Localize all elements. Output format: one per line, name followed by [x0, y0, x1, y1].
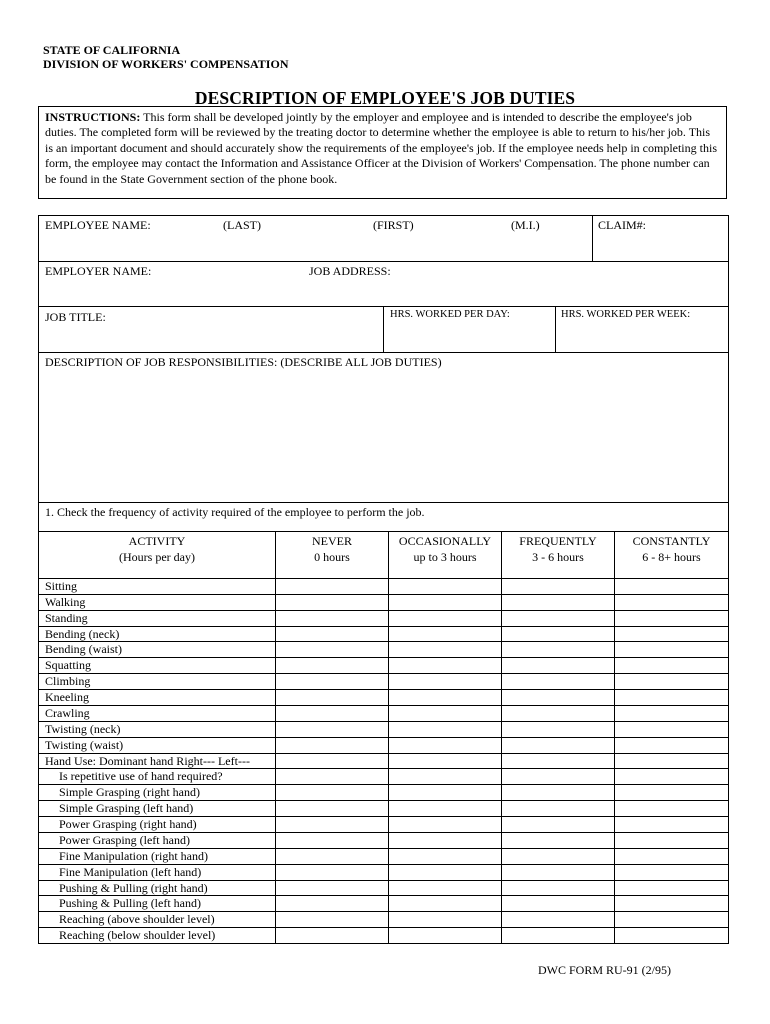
middle-initial-label: (M.I.) — [511, 218, 540, 232]
table-row-label: Squatting — [45, 658, 92, 672]
frequency-cell[interactable] — [276, 896, 388, 911]
frequency-cell[interactable] — [502, 881, 614, 896]
frequency-cell[interactable] — [502, 928, 614, 943]
divider-jobtitle — [38, 352, 729, 353]
instructions-label: INSTRUCTIONS: — [45, 110, 141, 124]
header-frequently-sub: 3 - 6 hours — [532, 549, 584, 564]
frequency-cell[interactable] — [389, 674, 501, 689]
frequency-cell[interactable] — [502, 817, 614, 832]
table-row-label: Reaching (below shoulder level) — [59, 928, 216, 942]
division-header: DIVISION OF WORKERS' COMPENSATION — [43, 57, 289, 71]
frequency-cell[interactable] — [615, 912, 728, 927]
table-row-label: Hand Use: Dominant hand Right--- Left--- — [45, 754, 250, 768]
divider-description — [38, 502, 729, 503]
frequency-cell[interactable] — [502, 785, 614, 800]
frequency-cell[interactable] — [615, 801, 728, 816]
frequency-cell[interactable] — [502, 833, 614, 848]
frequency-cell[interactable] — [615, 674, 728, 689]
frequency-cell[interactable] — [615, 865, 728, 880]
header-activity-sub: (Hours per day) — [119, 549, 195, 564]
hrs-week-divider — [555, 306, 556, 352]
divider-employee — [38, 261, 729, 262]
header-occasionally — [389, 534, 501, 565]
header-occasionally-sub: up to 3 hours — [413, 549, 477, 564]
first-name-label: (FIRST) — [373, 218, 414, 232]
frequency-cell[interactable] — [502, 595, 614, 610]
hrs-week-label: HRS. WORKED PER WEEK: — [561, 309, 691, 320]
table-row-label: Fine Manipulation (right hand) — [59, 849, 208, 863]
frequency-cell[interactable] — [502, 658, 614, 673]
frequency-cell[interactable] — [276, 849, 388, 864]
frequency-cell[interactable] — [276, 754, 388, 769]
frequency-cell[interactable] — [276, 627, 388, 642]
frequency-cell[interactable] — [389, 658, 501, 673]
frequency-cell[interactable] — [615, 658, 728, 673]
header-never — [276, 534, 388, 565]
frequency-cell[interactable] — [502, 738, 614, 753]
header-constantly-title: CONSTANTLY — [632, 534, 711, 548]
header-frequently — [502, 534, 614, 565]
frequency-cell[interactable] — [389, 595, 501, 610]
frequency-cell[interactable] — [389, 611, 501, 626]
frequency-cell[interactable] — [502, 690, 614, 705]
frequency-cell[interactable] — [615, 706, 728, 721]
frequency-cell[interactable] — [389, 627, 501, 642]
frequency-cell[interactable] — [502, 722, 614, 737]
frequency-cell[interactable] — [389, 896, 501, 911]
frequency-cell[interactable] — [615, 642, 728, 657]
table-row-label: Bending (waist) — [45, 642, 122, 656]
frequency-cell[interactable] — [276, 833, 388, 848]
header-activity — [39, 534, 275, 565]
table-row-label: Reaching (above shoulder level) — [59, 912, 215, 926]
header-constantly — [615, 534, 728, 565]
table-row-label: Climbing — [45, 674, 91, 688]
frequency-cell[interactable] — [502, 912, 614, 927]
table-row-label: Is repetitive use of hand required? — [59, 769, 223, 783]
header-never-title: NEVER — [312, 534, 352, 548]
frequency-cell[interactable] — [389, 738, 501, 753]
frequency-cell[interactable] — [502, 865, 614, 880]
job-address-label: JOB ADDRESS: — [309, 264, 391, 278]
frequency-cell[interactable] — [276, 769, 388, 784]
frequency-cell[interactable] — [389, 722, 501, 737]
frequency-cell[interactable] — [615, 817, 728, 832]
frequency-cell[interactable] — [389, 928, 501, 943]
table-row-label: Fine Manipulation (left hand) — [59, 865, 202, 879]
frequency-cell[interactable] — [276, 865, 388, 880]
frequency-cell[interactable] — [615, 579, 728, 594]
frequency-cell[interactable] — [276, 928, 388, 943]
frequency-cell[interactable] — [502, 674, 614, 689]
table-row-label: Walking — [45, 595, 86, 609]
table-row-label: Power Grasping (right hand) — [59, 817, 197, 831]
frequency-cell[interactable] — [389, 642, 501, 657]
frequency-cell[interactable] — [276, 738, 388, 753]
frequency-cell[interactable] — [389, 881, 501, 896]
frequency-cell[interactable] — [276, 690, 388, 705]
header-frequently-title: FREQUENTLY — [519, 534, 597, 548]
table-row-label: Twisting (waist) — [45, 738, 124, 752]
frequency-cell[interactable] — [276, 595, 388, 610]
frequency-cell[interactable] — [502, 579, 614, 594]
frequency-cell[interactable] — [502, 642, 614, 657]
employee-name-label: EMPLOYEE NAME: — [45, 218, 151, 232]
table-row-label: Pushing & Pulling (right hand) — [59, 881, 208, 895]
instructions-box — [38, 106, 727, 199]
frequency-cell[interactable] — [502, 706, 614, 721]
table-row-label: Simple Grasping (right hand) — [59, 785, 200, 799]
frequency-cell[interactable] — [502, 627, 614, 642]
job-title-label: JOB TITLE: — [45, 310, 106, 324]
employer-name-label: EMPLOYER NAME: — [45, 264, 152, 278]
table-row-label: Simple Grasping (left hand) — [59, 801, 194, 815]
frequency-cell[interactable] — [615, 769, 728, 784]
claim-divider — [592, 215, 593, 261]
frequency-cell[interactable] — [615, 881, 728, 896]
header-occasionally-title: OCCASIONALLY — [398, 534, 492, 548]
frequency-cell[interactable] — [389, 865, 501, 880]
frequency-cell[interactable] — [502, 611, 614, 626]
claim-label: CLAIM#: — [598, 218, 646, 232]
header-constantly-sub: 6 - 8+ hours — [642, 549, 701, 564]
divider-question — [38, 531, 729, 532]
hrs-day-label: HRS. WORKED PER DAY: — [390, 309, 510, 320]
header-never-sub: 0 hours — [314, 549, 350, 564]
frequency-cell[interactable] — [276, 785, 388, 800]
hrs-day-divider — [383, 306, 384, 352]
question-1: 1. Check the frequency of activity required of the employee to perform the job. — [45, 505, 425, 519]
state-header: STATE OF CALIFORNIA — [43, 43, 181, 57]
frequency-cell[interactable] — [389, 817, 501, 832]
frequency-cell[interactable] — [389, 912, 501, 927]
frequency-cell[interactable] — [389, 849, 501, 864]
frequency-cell[interactable] — [276, 912, 388, 927]
frequency-cell[interactable] — [615, 896, 728, 911]
frequency-cell[interactable] — [615, 833, 728, 848]
job-description-label: DESCRIPTION OF JOB RESPONSIBILITIES: (DESCRIBE ALL JOB DUTIES) — [45, 355, 442, 369]
frequency-cell[interactable] — [276, 817, 388, 832]
frequency-cell[interactable] — [615, 928, 728, 943]
frequency-cell[interactable] — [502, 801, 614, 816]
frequency-cell[interactable] — [615, 738, 728, 753]
frequency-cell[interactable] — [502, 896, 614, 911]
frequency-cell[interactable] — [276, 881, 388, 896]
frequency-cell[interactable] — [615, 722, 728, 737]
frequency-cell[interactable] — [615, 595, 728, 610]
frequency-cell[interactable] — [615, 690, 728, 705]
frequency-cell[interactable] — [276, 801, 388, 816]
frequency-cell[interactable] — [276, 658, 388, 673]
frequency-cell[interactable] — [276, 674, 388, 689]
frequency-cell[interactable] — [389, 769, 501, 784]
frequency-cell[interactable] — [276, 642, 388, 657]
frequency-cell[interactable] — [502, 769, 614, 784]
frequency-cell[interactable] — [615, 785, 728, 800]
frequency-cell[interactable] — [389, 706, 501, 721]
frequency-cell[interactable] — [389, 690, 501, 705]
table-row-label: Twisting (neck) — [45, 722, 121, 736]
frequency-cell[interactable] — [615, 611, 728, 626]
last-name-label: (LAST) — [223, 218, 261, 232]
table-row-label: Pushing & Pulling (left hand) — [59, 896, 201, 910]
form-number: DWC FORM RU-91 (2/95) — [538, 963, 672, 977]
table-row-label: Bending (neck) — [45, 627, 120, 641]
table-row-label: Sitting — [45, 579, 78, 593]
page-title: DESCRIPTION OF EMPLOYEE'S JOB DUTIES — [194, 88, 576, 108]
frequency-cell[interactable] — [615, 627, 728, 642]
frequency-cell[interactable] — [389, 801, 501, 816]
table-row-label: Standing — [45, 611, 88, 625]
frequency-cell[interactable] — [276, 706, 388, 721]
frequency-cell[interactable] — [615, 754, 728, 769]
frequency-cell[interactable] — [276, 722, 388, 737]
instructions-text: This form shall be developed jointly by the employer and employee and is intended to describe the employee's job duties. The completed form will be reviewed by the treating doctor to determine whether the employee is able to return to his/her job. This is an important document and should accurately show the requirements of the employee's job. If the employee needs help in completing this form, the employee may contact the Information and Assistance Officer at the Division of Workers' Compensation. The phone number can be found in the State Government section of the phone book. — [45, 110, 717, 186]
table-row-label: Power Grasping (left hand) — [59, 833, 190, 847]
frequency-cell[interactable] — [389, 579, 501, 594]
frequency-cell[interactable] — [276, 579, 388, 594]
frequency-cell[interactable] — [389, 754, 501, 769]
frequency-cell[interactable] — [389, 833, 501, 848]
frequency-cell[interactable] — [502, 754, 614, 769]
frequency-cell[interactable] — [389, 785, 501, 800]
table-row-label: Kneeling — [45, 690, 89, 704]
table-row-label: Crawling — [45, 706, 90, 720]
frequency-cell[interactable] — [502, 849, 614, 864]
frequency-cell[interactable] — [615, 849, 728, 864]
header-activity-title: ACTIVITY — [128, 534, 186, 548]
frequency-cell[interactable] — [276, 611, 388, 626]
